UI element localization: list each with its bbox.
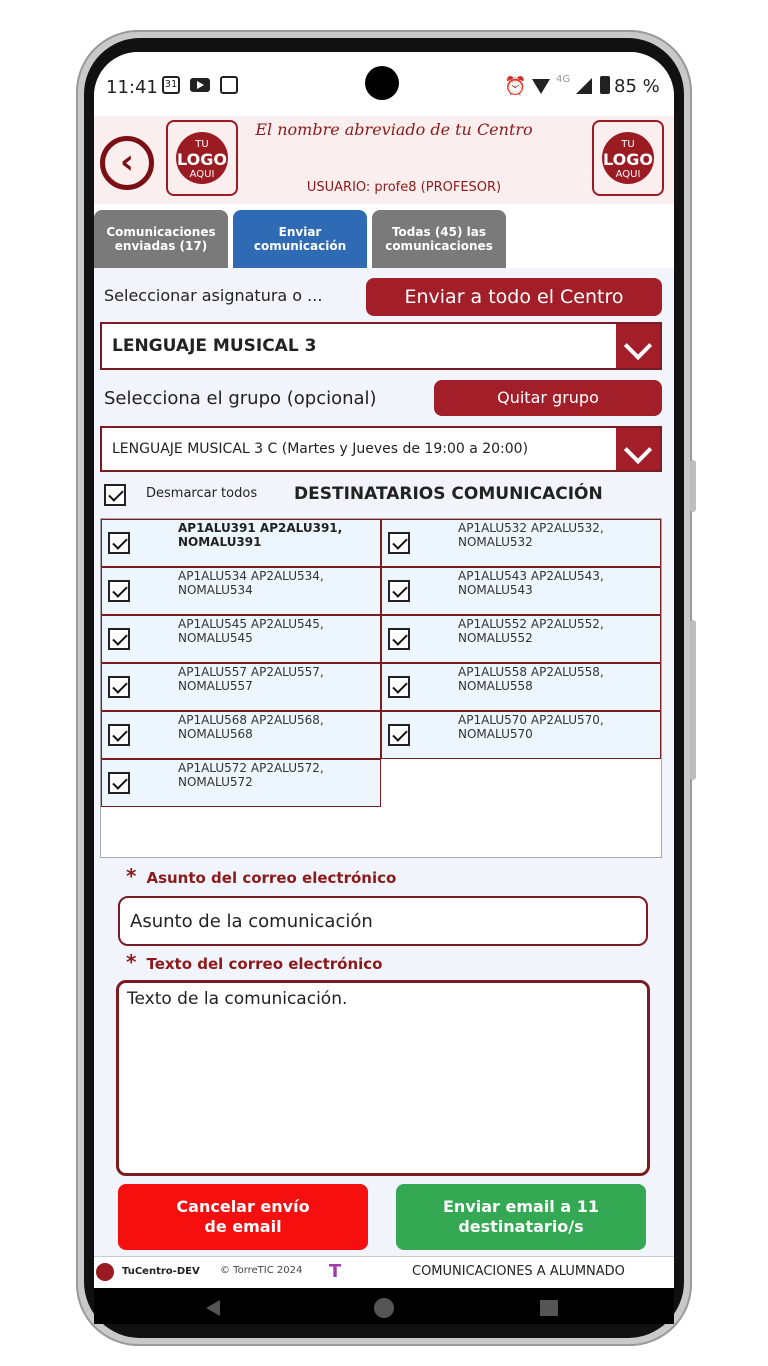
logo-badge — [602, 132, 654, 184]
send-email-button[interactable] — [396, 1184, 646, 1250]
tab-send[interactable] — [233, 210, 367, 268]
email-subject-value: Asunto de la comunicación — [130, 911, 373, 932]
cancel-email-button[interactable] — [118, 1184, 368, 1250]
camera-cutout — [365, 66, 399, 100]
toggle-all-checkbox[interactable] — [104, 484, 126, 506]
recipient-surnames: AP1ALU545 AP2ALU545, — [178, 617, 324, 631]
tab-label: enviadas (17) — [114, 239, 208, 253]
subject-select-arrow[interactable] — [616, 324, 660, 368]
recipient-firstname: NOMALU552 — [458, 630, 533, 645]
recipient-surnames: AP1ALU557 AP2ALU557, — [178, 665, 324, 679]
recipient-surnames: AP1ALU532 AP2ALU532, — [458, 521, 604, 535]
tab-label: comunicaciones — [385, 239, 493, 253]
recipient-name — [178, 762, 378, 790]
recipient-surnames: AP1ALU391 AP2ALU391, — [178, 521, 343, 535]
tab-label: Todas (45) las — [391, 224, 487, 239]
recipients-list — [100, 518, 662, 858]
center-name: El nombre abreviado de tu Centro — [255, 120, 533, 139]
recipient-name — [458, 714, 658, 742]
tab-label: Enviar — [278, 224, 322, 239]
footer — [94, 1256, 674, 1288]
recipients-title: DESTINATARIOS COMUNICACIÓN — [294, 484, 603, 504]
tab-label: comunicación — [253, 239, 347, 253]
recipient-name — [178, 618, 378, 646]
recipient-firstname: NOMALU545 — [178, 630, 253, 645]
recipient-checkbox[interactable] — [388, 580, 410, 602]
send-button-label: destinatario/s — [458, 1217, 584, 1236]
email-body-textarea[interactable] — [116, 980, 650, 1176]
chevron-down-icon — [624, 332, 652, 360]
chevron-left-icon: ‹ — [119, 142, 134, 182]
send-all-center-button[interactable]: Enviar a todo el Centro — [366, 278, 662, 316]
required-mark: * — [126, 950, 137, 974]
subject-select-value: LENGUAJE MUSICAL 3 — [112, 336, 317, 356]
group-select[interactable] — [100, 426, 662, 472]
recipient-name — [178, 570, 378, 598]
system-navigation-bar — [94, 1288, 674, 1324]
tab-label: Comunicaciones — [106, 224, 216, 239]
required-mark: * — [126, 864, 137, 888]
chevron-down-icon — [624, 436, 652, 464]
news-icon — [220, 76, 238, 94]
recipient-firstname: NOMALU568 — [178, 726, 253, 741]
tab-bar — [94, 204, 674, 268]
recipient-name — [458, 522, 658, 550]
user-info: USUARIO: profe8 (PROFESOR) — [306, 180, 502, 195]
recipient-name — [458, 666, 658, 694]
wifi-icon — [532, 79, 550, 94]
recipient-name — [178, 714, 378, 742]
recipient-surnames: AP1ALU570 AP2ALU570, — [458, 713, 604, 727]
alarm-icon: ⏰ — [504, 76, 527, 97]
recipient-firstname: NOMALU557 — [178, 678, 253, 693]
recipient-name — [178, 666, 378, 694]
email-subject-label-text: Asunto del correo electrónico — [146, 869, 397, 887]
recipient-item[interactable] — [101, 567, 381, 615]
logo-text-top: TU — [195, 139, 209, 150]
logo-text-middle: LOGO — [177, 150, 227, 169]
recipient-name — [178, 522, 378, 550]
recipient-firstname: NOMALU532 — [458, 534, 533, 549]
recipient-item[interactable] — [381, 663, 661, 711]
volume-button — [690, 620, 696, 780]
group-select-value: LENGUAJE MUSICAL 3 C (Martes y Jueves de 19:00 a 20:00) — [112, 441, 529, 457]
logo-text-bottom: AQUI — [615, 169, 641, 180]
cancel-button-label: de email — [204, 1217, 282, 1236]
recipient-surnames: AP1ALU543 AP2ALU543, — [458, 569, 604, 583]
network-type: 4G — [556, 74, 571, 85]
app-header — [94, 116, 674, 204]
recipient-checkbox[interactable] — [108, 628, 130, 650]
email-subject-label — [126, 864, 396, 888]
recipient-checkbox[interactable] — [388, 628, 410, 650]
logo-text-middle: LOGO — [603, 150, 653, 169]
email-subject-input[interactable] — [118, 896, 648, 946]
footer-logo-icon — [96, 1263, 114, 1281]
battery-level: 85 % — [614, 76, 660, 97]
tab-all[interactable] — [372, 210, 506, 268]
recipient-firstname: NOMALU558 — [458, 678, 533, 693]
logo-text-top: TU — [621, 139, 635, 150]
footer-section: COMUNICACIONES A ALUMNADO — [412, 1264, 625, 1279]
subject-select[interactable] — [100, 322, 662, 370]
recipient-surnames: AP1ALU534 AP2ALU534, — [178, 569, 324, 583]
recents-nav-icon[interactable] — [540, 1300, 558, 1316]
youtube-icon — [190, 78, 210, 92]
recipient-item[interactable] — [381, 615, 661, 663]
email-body-label-text: Texto del correo electrónico — [146, 955, 383, 973]
power-button — [690, 460, 696, 512]
recipient-checkbox[interactable] — [108, 532, 130, 554]
cancel-button-label: Cancelar envío — [176, 1197, 310, 1216]
email-body-value: Texto de la comunicación. — [127, 989, 348, 1009]
logo-text-bottom: AQUI — [189, 169, 215, 180]
back-nav-icon[interactable] — [206, 1300, 220, 1316]
recipient-firstname: NOMALU570 — [458, 726, 533, 741]
footer-app-name: TuCentro-DEV — [122, 1266, 200, 1277]
recipient-checkbox[interactable] — [388, 724, 410, 746]
home-nav-icon[interactable] — [374, 1298, 394, 1318]
school-logo-left — [166, 120, 238, 196]
calendar-icon: 31 — [162, 76, 180, 94]
recipient-checkbox[interactable] — [108, 676, 130, 698]
recipient-surnames: AP1ALU572 AP2ALU572, — [178, 761, 324, 775]
signal-icon — [576, 78, 592, 94]
remove-group-button[interactable]: Quitar grupo — [434, 380, 662, 416]
status-time: 11:41 — [106, 77, 158, 98]
recipient-checkbox[interactable] — [108, 580, 130, 602]
recipient-checkbox[interactable] — [388, 676, 410, 698]
recipient-checkbox[interactable] — [108, 724, 130, 746]
recipient-surnames: AP1ALU568 AP2ALU568, — [178, 713, 324, 727]
recipient-name — [458, 570, 658, 598]
recipient-item[interactable] — [101, 759, 381, 807]
recipient-item[interactable] — [381, 519, 661, 567]
footer-copyright: © TorreTIC 2024 — [220, 1265, 303, 1276]
recipient-item[interactable] — [381, 711, 661, 759]
subject-label: Seleccionar asignatura o ... — [104, 286, 323, 305]
recipient-firstname: NOMALU391 — [178, 534, 262, 549]
torretic-logo-icon: T — [328, 1261, 342, 1282]
back-button[interactable] — [100, 136, 154, 190]
recipient-item[interactable] — [381, 567, 661, 615]
recipient-item[interactable] — [101, 519, 381, 567]
school-logo-right — [592, 120, 664, 196]
recipient-checkbox[interactable] — [388, 532, 410, 554]
logo-badge — [176, 132, 228, 184]
screen — [94, 52, 674, 1288]
recipient-checkbox[interactable] — [108, 772, 130, 794]
email-body-label — [126, 950, 383, 974]
toggle-all-label: Desmarcar todos — [146, 486, 258, 501]
recipient-item[interactable] — [101, 663, 381, 711]
recipient-item[interactable] — [101, 615, 381, 663]
battery-icon — [600, 76, 610, 94]
recipient-firstname: NOMALU572 — [178, 774, 253, 789]
recipient-surnames: AP1ALU558 AP2ALU558, — [458, 665, 604, 679]
group-select-arrow[interactable] — [616, 428, 660, 470]
recipient-firstname: NOMALU534 — [178, 582, 253, 597]
recipient-surnames: AP1ALU552 AP2ALU552, — [458, 617, 604, 631]
send-button-label: Enviar email a 11 — [443, 1197, 599, 1216]
tab-sent[interactable] — [94, 210, 228, 268]
status-bar — [94, 52, 674, 116]
recipient-item[interactable] — [101, 711, 381, 759]
recipient-name — [458, 618, 658, 646]
group-label: Selecciona el grupo (opcional) — [104, 388, 377, 409]
recipient-firstname: NOMALU543 — [458, 582, 533, 597]
